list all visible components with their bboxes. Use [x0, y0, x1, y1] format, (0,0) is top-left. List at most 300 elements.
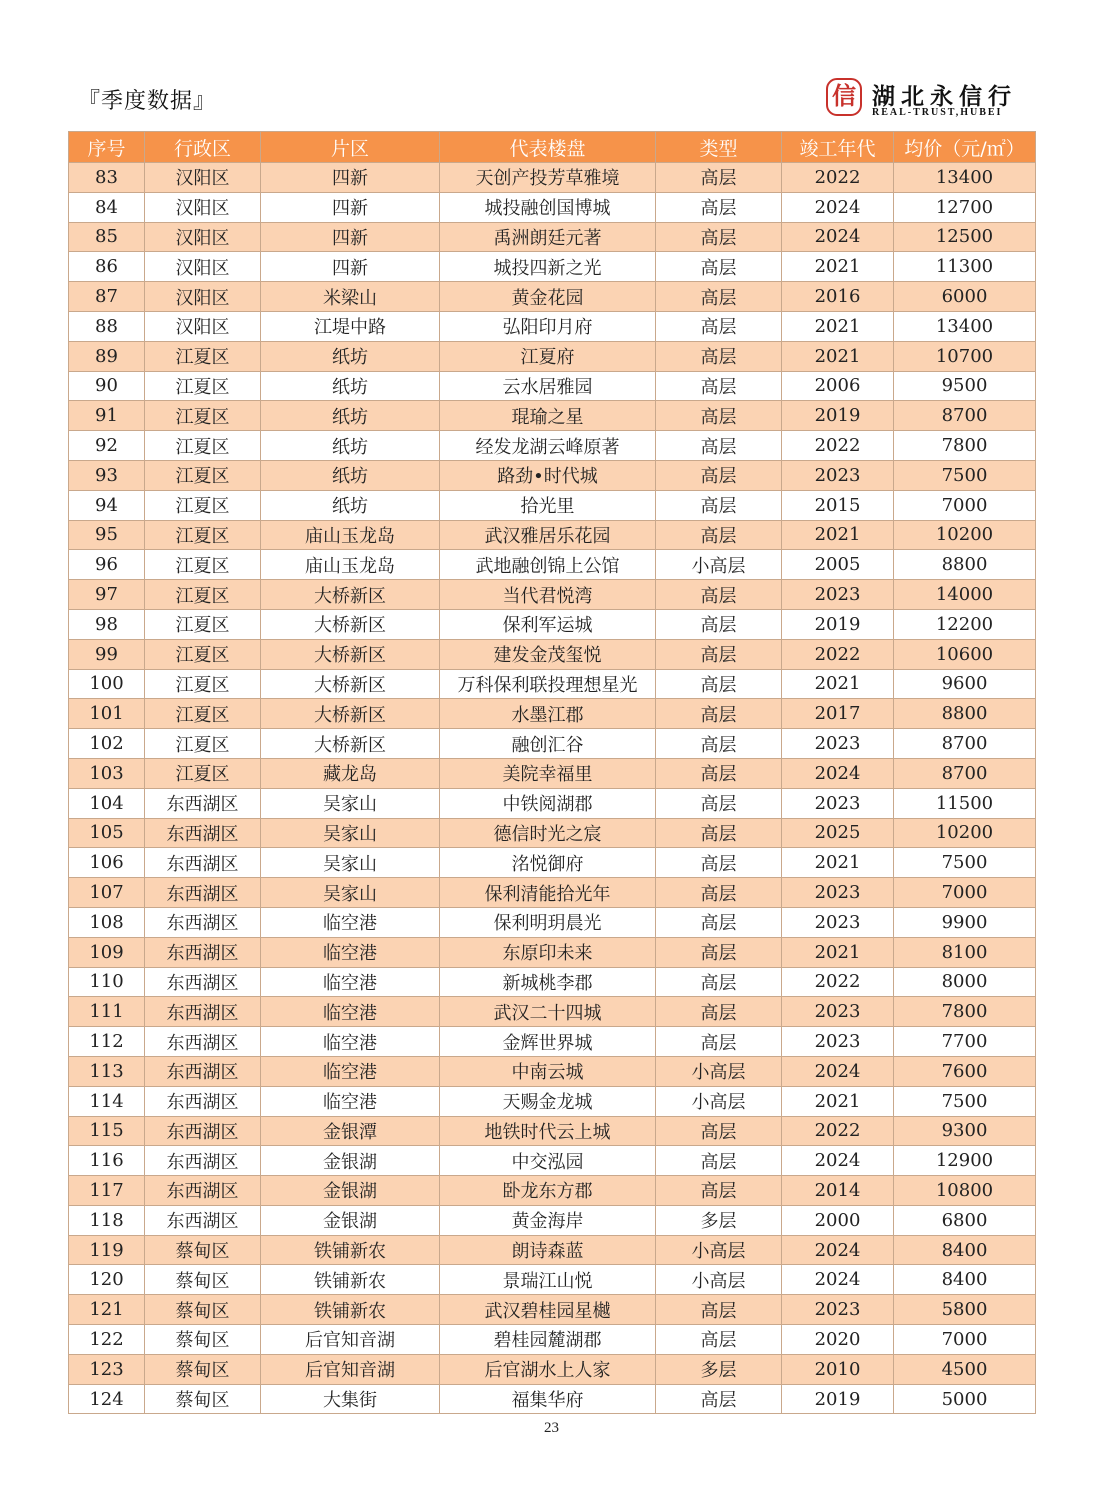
cell-avg-price: 14000	[894, 580, 1036, 610]
cell-completion-year: 2000	[782, 1205, 894, 1235]
cell-area: 吴家山	[261, 788, 440, 818]
cell-index: 121	[69, 1295, 145, 1325]
cell-type: 小高层	[656, 1086, 782, 1116]
cell-district: 东西湖区	[145, 1205, 261, 1235]
column-header-project: 代表楼盘	[440, 132, 656, 163]
cell-type: 高层	[656, 1295, 782, 1325]
cell-area: 四新	[261, 252, 440, 282]
cell-district: 东西湖区	[145, 878, 261, 908]
project-price-table	[68, 131, 1036, 1414]
cell-district: 江夏区	[145, 371, 261, 401]
table-row	[69, 341, 1036, 371]
cell-index: 116	[69, 1146, 145, 1176]
cell-type: 高层	[656, 1325, 782, 1355]
cell-area: 大桥新区	[261, 580, 440, 610]
cell-index: 104	[69, 788, 145, 818]
table-row	[69, 788, 1036, 818]
cell-completion-year: 2023	[782, 580, 894, 610]
table-row	[69, 401, 1036, 431]
cell-completion-year: 2024	[782, 1056, 894, 1086]
table-row	[69, 1354, 1036, 1384]
cell-completion-year: 2021	[782, 341, 894, 371]
cell-index: 83	[69, 163, 145, 193]
cell-area: 铁铺新农	[261, 1235, 440, 1265]
cell-index: 91	[69, 401, 145, 431]
cell-project: 保利明玥晨光	[440, 907, 656, 937]
table-row	[69, 609, 1036, 639]
table-row	[69, 431, 1036, 461]
cell-avg-price: 8100	[894, 937, 1036, 967]
cell-project: 洺悦御府	[440, 848, 656, 878]
cell-area: 金银潭	[261, 1116, 440, 1146]
cell-area: 临空港	[261, 937, 440, 967]
cell-area: 大桥新区	[261, 609, 440, 639]
cell-project: 保利军运城	[440, 609, 656, 639]
cell-completion-year: 2024	[782, 222, 894, 252]
cell-area: 临空港	[261, 997, 440, 1027]
cell-project: 云水居雅园	[440, 371, 656, 401]
cell-avg-price: 8400	[894, 1265, 1036, 1295]
cell-index: 106	[69, 848, 145, 878]
page-number: 23	[544, 1420, 559, 1436]
cell-type: 高层	[656, 699, 782, 729]
cell-avg-price: 7000	[894, 1325, 1036, 1355]
cell-avg-price: 10700	[894, 341, 1036, 371]
cell-index: 97	[69, 580, 145, 610]
cell-area: 四新	[261, 163, 440, 193]
column-header-area: 片区	[261, 132, 440, 163]
cell-completion-year: 2025	[782, 818, 894, 848]
cell-index: 107	[69, 878, 145, 908]
table-row	[69, 163, 1036, 193]
cell-completion-year: 2022	[782, 1116, 894, 1146]
cell-avg-price: 7500	[894, 1086, 1036, 1116]
cell-area: 金银湖	[261, 1176, 440, 1206]
cell-area: 临空港	[261, 907, 440, 937]
cell-area: 金银湖	[261, 1146, 440, 1176]
cell-type: 高层	[656, 341, 782, 371]
cell-area: 纸坊	[261, 490, 440, 520]
cell-index: 110	[69, 967, 145, 997]
cell-index: 119	[69, 1235, 145, 1265]
cell-project: 万科保利联投理想星光	[440, 669, 656, 699]
cell-area: 后官知音湖	[261, 1325, 440, 1355]
cell-index: 124	[69, 1384, 145, 1414]
cell-project: 经发龙湖云峰原著	[440, 431, 656, 461]
cell-completion-year: 2022	[782, 431, 894, 461]
cell-project: 地铁时代云上城	[440, 1116, 656, 1146]
cell-type: 高层	[656, 937, 782, 967]
table-header-row	[69, 132, 1036, 163]
cell-project: 武汉雅居乐花园	[440, 520, 656, 550]
cell-avg-price: 7000	[894, 878, 1036, 908]
table-row	[69, 1325, 1036, 1355]
cell-type: 高层	[656, 669, 782, 699]
cell-district: 东西湖区	[145, 1176, 261, 1206]
cell-area: 铁铺新农	[261, 1295, 440, 1325]
table-row	[69, 1205, 1036, 1235]
cell-avg-price: 8800	[894, 699, 1036, 729]
cell-type: 高层	[656, 848, 782, 878]
cell-district: 汉阳区	[145, 311, 261, 341]
cell-type: 高层	[656, 1176, 782, 1206]
cell-avg-price: 10200	[894, 520, 1036, 550]
table-row	[69, 758, 1036, 788]
cell-type: 高层	[656, 520, 782, 550]
logo-english-name: REAL-TRUST,HUBEI	[872, 107, 1003, 118]
table-row	[69, 1235, 1036, 1265]
table-row	[69, 1086, 1036, 1116]
cell-type: 多层	[656, 1354, 782, 1384]
cell-district: 江夏区	[145, 490, 261, 520]
cell-district: 东西湖区	[145, 1027, 261, 1057]
cell-district: 蔡甸区	[145, 1235, 261, 1265]
cell-avg-price: 7700	[894, 1027, 1036, 1057]
cell-type: 高层	[656, 192, 782, 222]
cell-district: 江夏区	[145, 699, 261, 729]
cell-project: 城投融创国博城	[440, 192, 656, 222]
cell-area: 大集街	[261, 1384, 440, 1414]
cell-type: 高层	[656, 967, 782, 997]
table-row	[69, 282, 1036, 312]
cell-index: 123	[69, 1354, 145, 1384]
cell-district: 汉阳区	[145, 252, 261, 282]
cell-type: 高层	[656, 311, 782, 341]
cell-index: 114	[69, 1086, 145, 1116]
cell-index: 115	[69, 1116, 145, 1146]
cell-index: 93	[69, 460, 145, 490]
cell-avg-price: 7600	[894, 1056, 1036, 1086]
cell-type: 小高层	[656, 1265, 782, 1295]
table-row	[69, 550, 1036, 580]
table-row	[69, 639, 1036, 669]
cell-district: 江夏区	[145, 460, 261, 490]
cell-area: 金银湖	[261, 1205, 440, 1235]
column-header-index: 序号	[69, 132, 145, 163]
cell-project: 融创汇谷	[440, 729, 656, 759]
cell-completion-year: 2023	[782, 729, 894, 759]
cell-area: 吴家山	[261, 818, 440, 848]
cell-project: 美院幸福里	[440, 758, 656, 788]
cell-project: 路劲•时代城	[440, 460, 656, 490]
cell-area: 铁铺新农	[261, 1265, 440, 1295]
cell-completion-year: 2023	[782, 788, 894, 818]
cell-type: 高层	[656, 222, 782, 252]
column-header-district: 行政区	[145, 132, 261, 163]
cell-type: 高层	[656, 997, 782, 1027]
cell-avg-price: 10600	[894, 639, 1036, 669]
cell-index: 105	[69, 818, 145, 848]
cell-avg-price: 7800	[894, 997, 1036, 1027]
cell-district: 东西湖区	[145, 967, 261, 997]
cell-type: 小高层	[656, 1235, 782, 1265]
table-row	[69, 669, 1036, 699]
table-row	[69, 1265, 1036, 1295]
cell-district: 东西湖区	[145, 1146, 261, 1176]
cell-index: 103	[69, 758, 145, 788]
cell-type: 高层	[656, 431, 782, 461]
cell-district: 江夏区	[145, 431, 261, 461]
cell-completion-year: 2020	[782, 1325, 894, 1355]
cell-area: 临空港	[261, 1027, 440, 1057]
cell-district: 汉阳区	[145, 163, 261, 193]
cell-district: 江夏区	[145, 639, 261, 669]
cell-avg-price: 11500	[894, 788, 1036, 818]
cell-district: 东西湖区	[145, 997, 261, 1027]
cell-avg-price: 4500	[894, 1354, 1036, 1384]
cell-area: 米梁山	[261, 282, 440, 312]
cell-district: 东西湖区	[145, 818, 261, 848]
cell-district: 东西湖区	[145, 937, 261, 967]
cell-completion-year: 2023	[782, 460, 894, 490]
cell-area: 庙山玉龙岛	[261, 520, 440, 550]
cell-area: 庙山玉龙岛	[261, 550, 440, 580]
table-row	[69, 1176, 1036, 1206]
cell-avg-price: 8000	[894, 967, 1036, 997]
cell-completion-year: 2022	[782, 967, 894, 997]
cell-project: 景瑞江山悦	[440, 1265, 656, 1295]
cell-type: 多层	[656, 1205, 782, 1235]
cell-project: 中交泓园	[440, 1146, 656, 1176]
cell-index: 120	[69, 1265, 145, 1295]
cell-avg-price: 7000	[894, 490, 1036, 520]
cell-district: 东西湖区	[145, 1116, 261, 1146]
cell-completion-year: 2023	[782, 907, 894, 937]
cell-district: 江夏区	[145, 341, 261, 371]
cell-completion-year: 2019	[782, 609, 894, 639]
cell-index: 88	[69, 311, 145, 341]
cell-district: 东西湖区	[145, 907, 261, 937]
cell-completion-year: 2010	[782, 1354, 894, 1384]
cell-avg-price: 8400	[894, 1235, 1036, 1265]
cell-district: 江夏区	[145, 758, 261, 788]
cell-district: 江夏区	[145, 550, 261, 580]
cell-project: 朗诗森蓝	[440, 1235, 656, 1265]
table-row	[69, 848, 1036, 878]
cell-completion-year: 2017	[782, 699, 894, 729]
table-row	[69, 1116, 1036, 1146]
cell-type: 高层	[656, 758, 782, 788]
cell-completion-year: 2023	[782, 1027, 894, 1057]
cell-index: 111	[69, 997, 145, 1027]
cell-index: 86	[69, 252, 145, 282]
cell-completion-year: 2024	[782, 1235, 894, 1265]
cell-district: 东西湖区	[145, 788, 261, 818]
cell-district: 江夏区	[145, 729, 261, 759]
cell-completion-year: 2015	[782, 490, 894, 520]
cell-avg-price: 10200	[894, 818, 1036, 848]
table-row	[69, 371, 1036, 401]
cell-area: 临空港	[261, 967, 440, 997]
logo-seal-icon: 信	[826, 78, 862, 116]
cell-project: 武地融创锦上公馆	[440, 550, 656, 580]
cell-district: 江夏区	[145, 669, 261, 699]
company-logo	[826, 78, 1036, 122]
cell-index: 101	[69, 699, 145, 729]
cell-index: 95	[69, 520, 145, 550]
cell-index: 94	[69, 490, 145, 520]
cell-project: 弘阳印月府	[440, 311, 656, 341]
cell-avg-price: 12200	[894, 609, 1036, 639]
cell-district: 江夏区	[145, 401, 261, 431]
cell-type: 高层	[656, 1384, 782, 1414]
cell-avg-price: 8700	[894, 401, 1036, 431]
cell-completion-year: 2019	[782, 1384, 894, 1414]
table-row	[69, 490, 1036, 520]
cell-completion-year: 2022	[782, 639, 894, 669]
column-header-type: 类型	[656, 132, 782, 163]
cell-type: 高层	[656, 878, 782, 908]
cell-project: 城投四新之光	[440, 252, 656, 282]
cell-avg-price: 9500	[894, 371, 1036, 401]
cell-completion-year: 2024	[782, 192, 894, 222]
cell-type: 高层	[656, 401, 782, 431]
cell-completion-year: 2023	[782, 997, 894, 1027]
cell-avg-price: 13400	[894, 311, 1036, 341]
cell-district: 东西湖区	[145, 1056, 261, 1086]
cell-index: 96	[69, 550, 145, 580]
cell-project: 中铁阅湖郡	[440, 788, 656, 818]
cell-area: 纸坊	[261, 401, 440, 431]
cell-type: 高层	[656, 282, 782, 312]
cell-avg-price: 12700	[894, 192, 1036, 222]
cell-avg-price: 6800	[894, 1205, 1036, 1235]
cell-project: 碧桂园麓湖郡	[440, 1325, 656, 1355]
cell-type: 小高层	[656, 1056, 782, 1086]
table-row	[69, 997, 1036, 1027]
table-row	[69, 1056, 1036, 1086]
cell-area: 纸坊	[261, 341, 440, 371]
table-row	[69, 1295, 1036, 1325]
table-row	[69, 1384, 1036, 1414]
cell-type: 高层	[656, 907, 782, 937]
table-row	[69, 222, 1036, 252]
cell-type: 小高层	[656, 550, 782, 580]
cell-index: 122	[69, 1325, 145, 1355]
cell-project: 武汉二十四城	[440, 997, 656, 1027]
cell-completion-year: 2019	[782, 401, 894, 431]
cell-avg-price: 7800	[894, 431, 1036, 461]
cell-district: 蔡甸区	[145, 1265, 261, 1295]
cell-district: 江夏区	[145, 520, 261, 550]
cell-completion-year: 2024	[782, 1265, 894, 1295]
cell-district: 东西湖区	[145, 848, 261, 878]
cell-project: 琨瑜之星	[440, 401, 656, 431]
cell-district: 蔡甸区	[145, 1325, 261, 1355]
cell-project: 禹洲朗廷元著	[440, 222, 656, 252]
table-row	[69, 878, 1036, 908]
cell-completion-year: 2021	[782, 1086, 894, 1116]
cell-project: 天赐金龙城	[440, 1086, 656, 1116]
cell-completion-year: 2022	[782, 163, 894, 193]
cell-project: 新城桃李郡	[440, 967, 656, 997]
cell-project: 水墨江郡	[440, 699, 656, 729]
cell-avg-price: 5800	[894, 1295, 1036, 1325]
cell-index: 92	[69, 431, 145, 461]
cell-district: 蔡甸区	[145, 1384, 261, 1414]
cell-project: 东原印未来	[440, 937, 656, 967]
cell-avg-price: 6000	[894, 282, 1036, 312]
cell-avg-price: 8700	[894, 729, 1036, 759]
cell-completion-year: 2021	[782, 252, 894, 282]
cell-completion-year: 2006	[782, 371, 894, 401]
cell-district: 蔡甸区	[145, 1354, 261, 1384]
cell-district: 汉阳区	[145, 222, 261, 252]
cell-project: 建发金茂玺悦	[440, 639, 656, 669]
cell-avg-price: 12500	[894, 222, 1036, 252]
cell-area: 吴家山	[261, 878, 440, 908]
cell-index: 108	[69, 907, 145, 937]
cell-index: 117	[69, 1176, 145, 1206]
cell-area: 大桥新区	[261, 669, 440, 699]
cell-project: 江夏府	[440, 341, 656, 371]
cell-avg-price: 12900	[894, 1146, 1036, 1176]
cell-district: 汉阳区	[145, 192, 261, 222]
table-row	[69, 937, 1036, 967]
page-header	[0, 0, 1103, 130]
cell-district: 江夏区	[145, 580, 261, 610]
cell-index: 100	[69, 669, 145, 699]
cell-type: 高层	[656, 252, 782, 282]
cell-index: 89	[69, 341, 145, 371]
cell-area: 大桥新区	[261, 729, 440, 759]
table-row	[69, 699, 1036, 729]
cell-project: 金辉世界城	[440, 1027, 656, 1057]
cell-completion-year: 2023	[782, 878, 894, 908]
cell-avg-price: 7500	[894, 848, 1036, 878]
cell-avg-price: 8700	[894, 758, 1036, 788]
cell-completion-year: 2021	[782, 520, 894, 550]
table-body	[69, 163, 1036, 1414]
cell-area: 纸坊	[261, 460, 440, 490]
cell-type: 高层	[656, 1116, 782, 1146]
cell-area: 大桥新区	[261, 639, 440, 669]
cell-type: 高层	[656, 788, 782, 818]
cell-completion-year: 2021	[782, 937, 894, 967]
cell-index: 99	[69, 639, 145, 669]
cell-index: 112	[69, 1027, 145, 1057]
cell-index: 118	[69, 1205, 145, 1235]
cell-area: 后官知音湖	[261, 1354, 440, 1384]
cell-project: 天创产投芳草雅境	[440, 163, 656, 193]
section-title: 『季度数据』	[78, 89, 217, 114]
cell-avg-price: 9600	[894, 669, 1036, 699]
cell-district: 江夏区	[145, 609, 261, 639]
table-row	[69, 907, 1036, 937]
cell-avg-price: 11300	[894, 252, 1036, 282]
cell-index: 87	[69, 282, 145, 312]
cell-index: 98	[69, 609, 145, 639]
table-row	[69, 1146, 1036, 1176]
cell-project: 福集华府	[440, 1384, 656, 1414]
cell-index: 102	[69, 729, 145, 759]
cell-completion-year: 2005	[782, 550, 894, 580]
cell-area: 江堤中路	[261, 311, 440, 341]
table-row	[69, 1027, 1036, 1057]
cell-type: 高层	[656, 639, 782, 669]
cell-completion-year: 2021	[782, 848, 894, 878]
cell-area: 临空港	[261, 1056, 440, 1086]
cell-avg-price: 7500	[894, 460, 1036, 490]
cell-index: 90	[69, 371, 145, 401]
cell-avg-price: 13400	[894, 163, 1036, 193]
cell-project: 黄金花园	[440, 282, 656, 312]
cell-type: 高层	[656, 609, 782, 639]
cell-index: 85	[69, 222, 145, 252]
cell-project: 黄金海岸	[440, 1205, 656, 1235]
cell-avg-price: 5000	[894, 1384, 1036, 1414]
cell-avg-price: 10800	[894, 1176, 1036, 1206]
